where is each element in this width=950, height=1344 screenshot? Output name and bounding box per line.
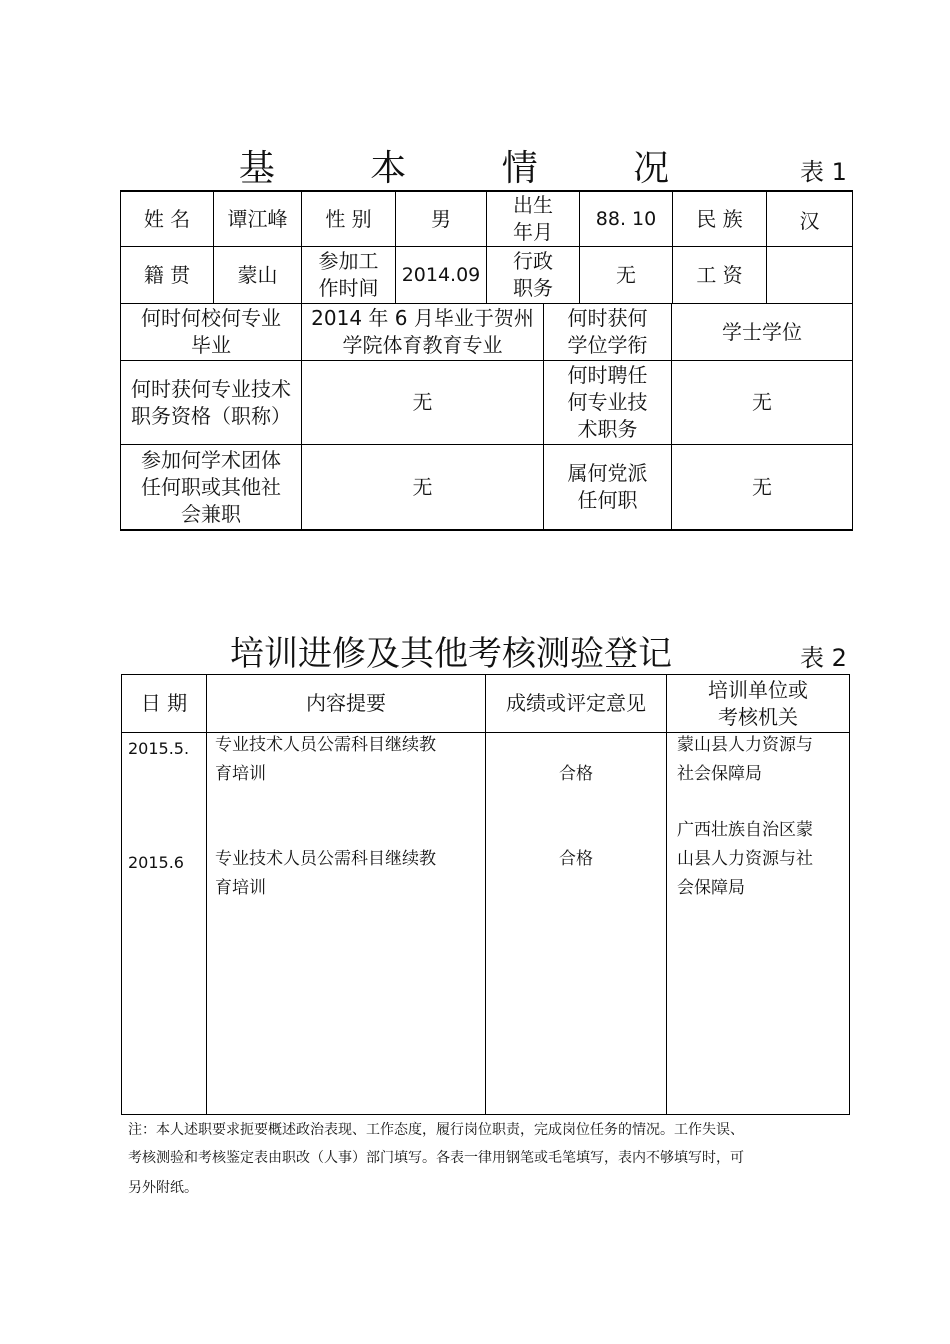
table2-border-left xyxy=(121,674,122,1115)
hired-label: 何时聘任 何专业技 术职务 xyxy=(567,363,648,441)
birth-label: 出生 年月 xyxy=(513,193,553,244)
name-label: 姓 名 xyxy=(143,206,191,231)
row1-date: 2015.5. xyxy=(128,739,190,758)
footnote-line-3: 另外附纸。 xyxy=(128,1180,198,1196)
ethnic-value: 汉 xyxy=(799,208,820,233)
row2-org: 广西壮族自治区蒙 山县人力资源与社 会保障局 xyxy=(677,820,813,898)
party-value: 无 xyxy=(752,474,772,499)
footnote-line-2: 考核测验和考核鉴定表由职改（人事）部门填写。各表一律用钢笔或毛笔填写，表内不够填写时，可 xyxy=(128,1150,744,1166)
row2-content: 专业技术人员公需科目继续教 育培训 xyxy=(215,849,436,898)
origin-value: 蒙山 xyxy=(237,262,278,287)
gender-value: 男 xyxy=(431,206,451,231)
hired-value: 无 xyxy=(752,390,772,414)
title-value: 无 xyxy=(412,390,433,414)
society-label: 参加何学术团体 任何职或其他社 会兼职 xyxy=(141,447,281,526)
party-label: 属何党派 任何职 xyxy=(567,461,648,512)
table2-tag: 表 2 xyxy=(800,644,847,672)
table2-divider xyxy=(206,674,207,1115)
degree-label: 何时获何 学位学衔 xyxy=(567,306,648,357)
gender-label: 性 别 xyxy=(325,206,372,231)
row1-result: 合格 xyxy=(559,764,593,784)
admin-value: 无 xyxy=(616,262,636,287)
table1-tag: 表 1 xyxy=(800,158,847,186)
table1-border-right xyxy=(852,190,853,530)
header-date: 日 期 xyxy=(140,691,188,715)
row1-content: 专业技术人员公需科目继续教 育培训 xyxy=(215,735,436,784)
table2-divider xyxy=(485,674,486,1115)
salary-value xyxy=(767,247,852,303)
row1-org: 蒙山县人力资源与 社会保障局 xyxy=(677,735,813,784)
grad-label: 何时何校何专业 毕业 xyxy=(141,306,281,357)
grad-value: 2014 年 6 月毕业于贺州 学院体育教育专业 xyxy=(311,306,534,357)
title-label: 何时获何专业技术 职务资格（职称） xyxy=(131,376,291,428)
table2-divider xyxy=(666,674,667,1115)
header-result: 成绩或评定意见 xyxy=(506,691,646,715)
workstart-label: 参加工 作时间 xyxy=(318,249,379,300)
origin-label: 籍 贯 xyxy=(143,262,191,287)
society-value: 无 xyxy=(412,474,433,499)
footnote-line-1: 注：本人述职要求扼要概述政治表现、工作态度，履行岗位职责，完成岗位任务的情况。工作失误、 xyxy=(128,1122,744,1138)
workstart-value: 2014.09 xyxy=(401,263,481,286)
birth-value: 88. 10 xyxy=(595,207,657,230)
table1-border-bottom xyxy=(120,529,853,531)
table2-title: 培训进修及其他考核测验登记 xyxy=(230,634,672,674)
header-org: 培训单位或 考核机关 xyxy=(708,677,808,729)
table1-title: 基 本 情 况 xyxy=(238,148,712,189)
row2-result: 合格 xyxy=(559,849,593,869)
row2-date: 2015.6 xyxy=(128,853,184,872)
salary-label: 工 资 xyxy=(696,262,743,287)
admin-label: 行政 职务 xyxy=(513,249,553,300)
name-value: 谭江峰 xyxy=(227,206,288,231)
ethnic-label: 民 族 xyxy=(696,206,743,231)
degree-value: 学士学位 xyxy=(722,319,802,344)
header-content: 内容提要 xyxy=(306,691,386,715)
table2-border-right xyxy=(849,674,850,1115)
